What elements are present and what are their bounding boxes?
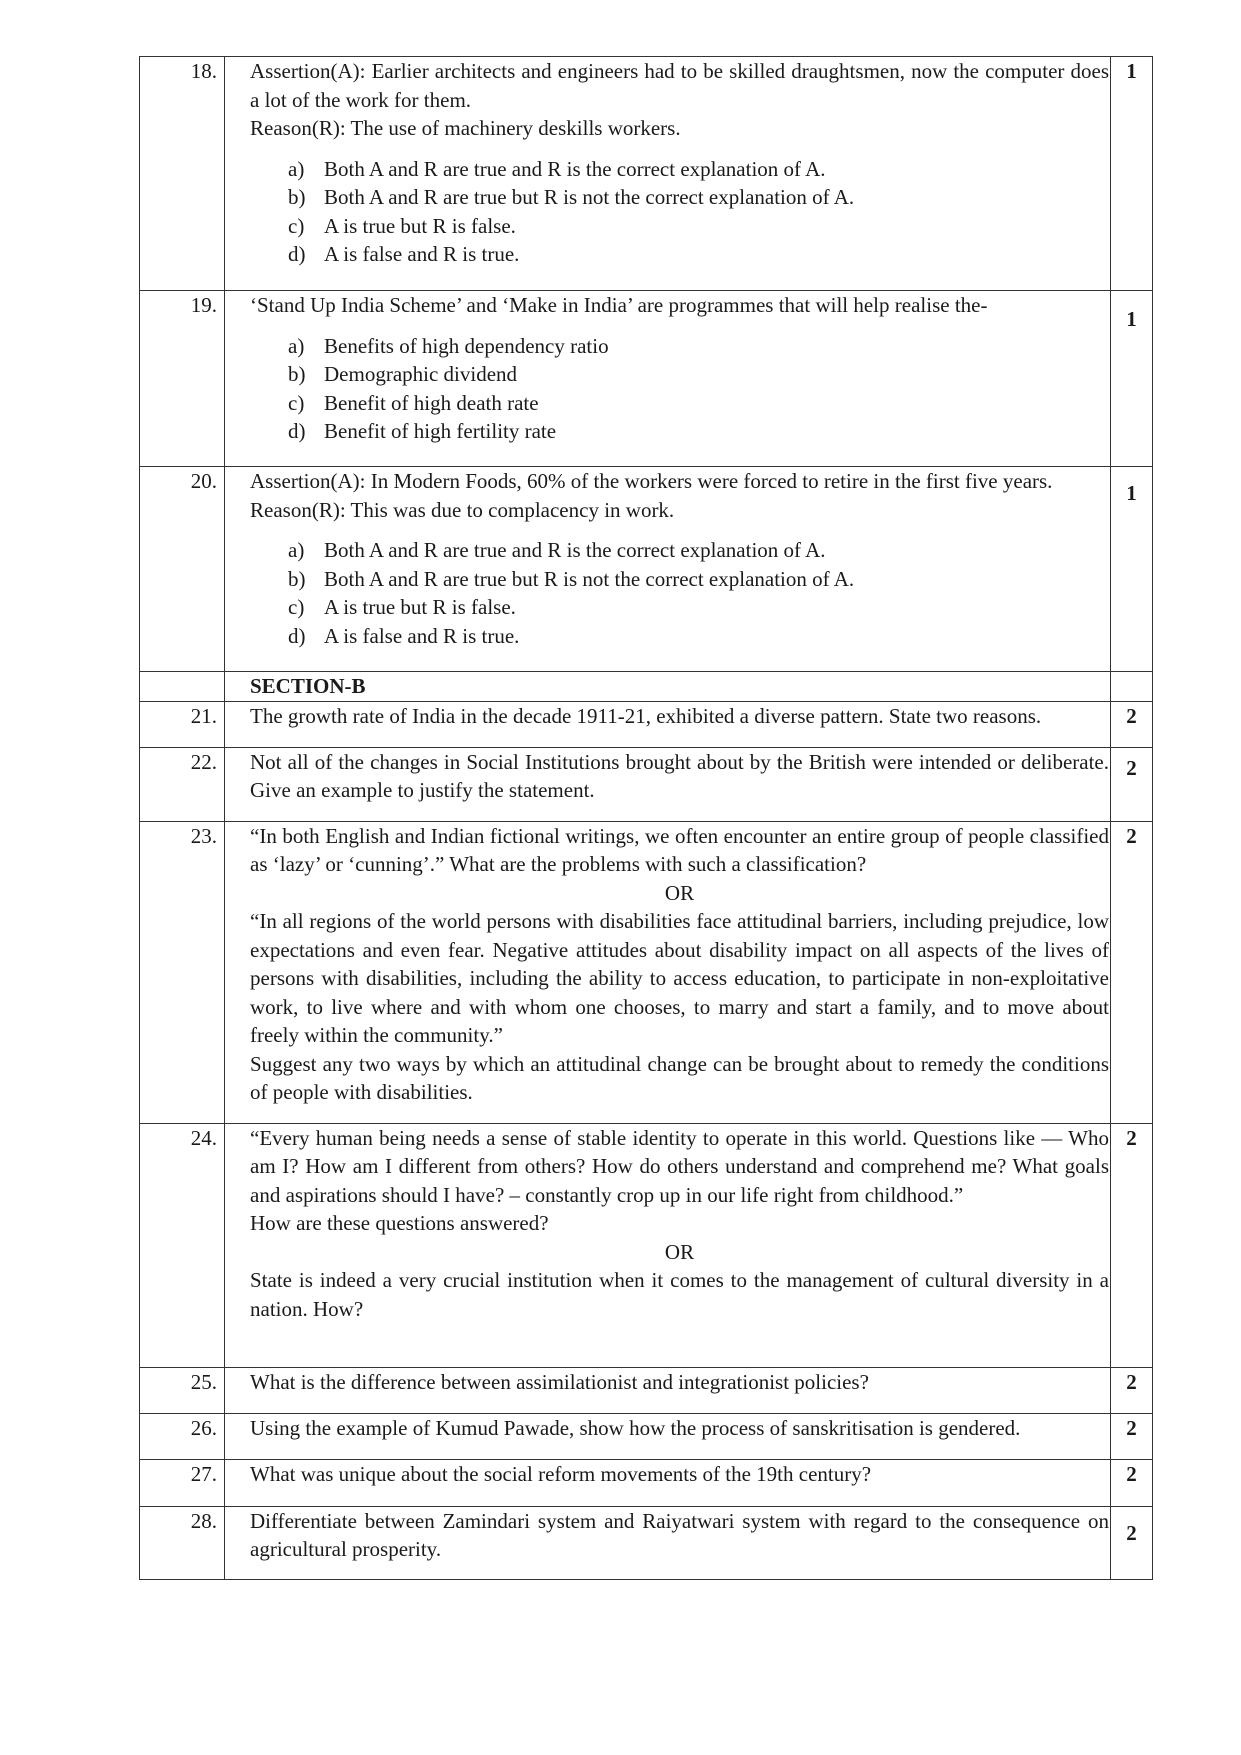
question-line: Using the example of Kumud Pawade, show how the process of sanskritisation is gendered. — [250, 1415, 1021, 1440]
question-number: 23. — [140, 821, 225, 1123]
section-heading-row — [140, 672, 1153, 702]
question-line: Suggest any two ways by which an attitudinal change can be brought about to remedy the conditions of people with disabilities. — [250, 1051, 1109, 1104]
option-item — [288, 183, 1109, 212]
option-text: Benefit of high fertility rate — [324, 419, 557, 443]
option-letter: b) — [288, 566, 306, 591]
question-line: ‘Stand Up India Scheme’ and ‘Make in India’ are programmes that will help realise the- — [250, 293, 988, 317]
option-item — [288, 622, 1109, 651]
question-marks: 2 — [1111, 747, 1153, 821]
question-line: Reason(R): The use of machinery deskills workers. — [250, 116, 681, 140]
option-letter: d) — [288, 242, 306, 266]
question-text — [225, 821, 1111, 1123]
question-row — [140, 57, 1153, 291]
question-line: What is the difference between assimilationist and integrationist policies? — [250, 1369, 869, 1394]
question-row — [140, 821, 1153, 1123]
question-line: “In both English and Indian fictional writings, we often encounter an entire group of people classified as ‘lazy’ or ‘cunning’.” What are the problems with such a classification? — [250, 823, 1109, 876]
option-letter: c) — [288, 390, 305, 415]
option-text: Both A and R are true but R is not the correct explanation of A. — [324, 566, 855, 591]
option-item — [288, 155, 1109, 184]
question-line: The growth rate of India in the decade 1911-21, exhibited a diverse pattern. State two reasons. — [250, 703, 1042, 728]
question-line: What was unique about the social reform movements of the 19th century? — [250, 1461, 872, 1486]
option-item — [288, 389, 1109, 418]
option-letter: d) — [288, 419, 306, 443]
empty-cell — [140, 672, 225, 702]
question-marks: 2 — [1111, 1506, 1153, 1579]
question-number: 26. — [140, 1413, 225, 1459]
option-item — [288, 332, 1109, 361]
option-text: Both A and R are true and R is the correct explanation of A. — [324, 156, 826, 181]
question-marks: 1 — [1111, 57, 1153, 291]
option-text: Demographic dividend — [324, 362, 518, 386]
question-text — [225, 467, 1111, 672]
question-line: Not all of the changes in Social Institutions brought about by the British were intended or deliberate. Give an example to justify the statement. — [250, 749, 1109, 802]
option-item — [288, 360, 1109, 389]
question-number: 24. — [140, 1123, 225, 1367]
option-letter: b) — [288, 362, 306, 386]
question-marks: 1 — [1111, 467, 1153, 672]
section-heading: SECTION-B — [225, 672, 1111, 702]
question-text — [225, 57, 1111, 291]
question-number: 19. — [140, 291, 225, 467]
question-row — [140, 1459, 1153, 1506]
question-line: State is indeed a very crucial institution when it comes to the management of cultural diversity in a nation. How? — [250, 1268, 1109, 1321]
option-list — [250, 332, 1109, 446]
question-number: 18. — [140, 57, 225, 291]
option-text: Benefits of high dependency ratio — [324, 333, 609, 358]
question-row — [140, 291, 1153, 467]
question-marks: 1 — [1111, 291, 1153, 467]
question-row — [140, 1506, 1153, 1579]
question-text — [225, 1413, 1111, 1459]
question-number: 21. — [140, 701, 225, 747]
question-marks: 2 — [1111, 1367, 1153, 1413]
question-text — [225, 291, 1111, 467]
question-table — [139, 56, 1153, 1580]
question-marks: 2 — [1111, 821, 1153, 1123]
question-row — [140, 701, 1153, 747]
question-text — [225, 1506, 1111, 1579]
question-line: “In all regions of the world persons with disabilities face attitudinal barriers, including prejudice, low expectations and even fear. Negative attitudes about disability impact on all aspects of the lives of persons with disabilities, including the ability to access education, to participate in non-exploitative work, to live where and with whom one chooses, to marry and start a family, and to move about freely within the community.” — [250, 909, 1109, 1047]
option-list — [250, 536, 1109, 650]
option-list — [250, 155, 1109, 269]
question-line: Reason(R): This was due to complacency in work. — [250, 497, 675, 522]
question-text — [225, 1123, 1111, 1367]
option-item — [288, 536, 1109, 565]
question-row — [140, 1413, 1153, 1459]
option-letter: a) — [288, 333, 305, 358]
option-item — [288, 212, 1109, 241]
option-letter: a) — [288, 538, 305, 562]
or-separator: OR — [664, 880, 695, 905]
question-number: 20. — [140, 467, 225, 672]
question-number: 28. — [140, 1506, 225, 1579]
option-letter: a) — [288, 156, 305, 181]
option-item — [288, 417, 1109, 446]
option-item — [288, 565, 1109, 594]
question-marks: 2 — [1111, 1413, 1153, 1459]
question-text — [225, 747, 1111, 821]
question-line: Assertion(A): In Modern Foods, 60% of the workers were forced to retire in the first five years. — [250, 469, 1053, 493]
option-item — [288, 240, 1109, 269]
option-letter: b) — [288, 185, 306, 209]
question-row — [140, 1367, 1153, 1413]
option-letter: c) — [288, 595, 305, 619]
question-marks: 2 — [1111, 701, 1153, 747]
empty-cell — [1111, 672, 1153, 702]
option-text: Both A and R are true but R is not the correct explanation of A. — [324, 185, 855, 209]
question-marks: 2 — [1111, 1459, 1153, 1506]
question-text — [225, 1459, 1111, 1506]
option-text: A is false and R is true. — [324, 623, 520, 648]
question-number: 22. — [140, 747, 225, 821]
option-text: A is true but R is false. — [324, 595, 516, 619]
question-number: 25. — [140, 1367, 225, 1413]
question-line: How are these questions answered? — [250, 1211, 549, 1235]
option-letter: c) — [288, 213, 305, 238]
option-text: Benefit of high death rate — [324, 390, 539, 415]
question-marks: 2 — [1111, 1123, 1153, 1367]
or-separator: OR — [664, 1239, 695, 1264]
option-item — [288, 593, 1109, 622]
question-line: Differentiate between Zamindari system and Raiyatwari system with regard to the consequence on agricultural prosperity. — [250, 1508, 1109, 1561]
question-row — [140, 1123, 1153, 1367]
option-text: Both A and R are true and R is the correct explanation of A. — [324, 538, 826, 562]
question-line: “Every human being needs a sense of stable identity to operate in this world. Questions like — Who am I? How am I different from others? How do others understand and comprehend me? What goals and aspirations should I have? – constantly crop up in our life right from childhood.” — [250, 1125, 1109, 1207]
question-text — [225, 1367, 1111, 1413]
question-line: Assertion(A): Earlier architects and engineers had to be skilled draughtsmen, now the computer does a lot of the work for them. — [250, 59, 1109, 112]
question-number: 27. — [140, 1459, 225, 1506]
option-letter: d) — [288, 623, 306, 648]
option-text: A is false and R is true. — [324, 242, 520, 266]
question-row — [140, 747, 1153, 821]
question-text — [225, 701, 1111, 747]
option-text: A is true but R is false. — [324, 213, 516, 238]
question-row — [140, 467, 1153, 672]
